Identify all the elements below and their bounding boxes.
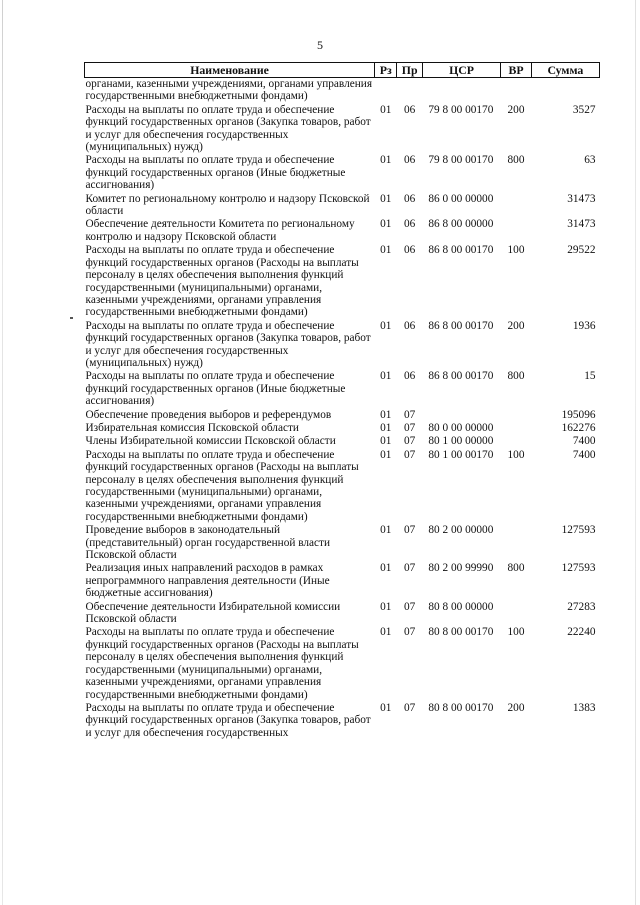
table-body: [85, 78, 600, 741]
cell-name: Члены Избирательной комиссии Псковской области: [85, 435, 336, 448]
cell-sum: 15: [584, 370, 596, 383]
cell-csr: 80 0 00 00000: [428, 421, 494, 434]
table-row: [85, 370, 600, 408]
cell-pr: [397, 78, 422, 104]
cell-pr: 07: [404, 435, 416, 448]
cell-sum: 1383: [572, 701, 596, 714]
cell-vr: [501, 435, 532, 448]
table-row: [85, 193, 600, 219]
cell-sum: 22240: [567, 626, 596, 639]
cell-csr: 86 8 00 00170: [428, 319, 494, 332]
cell-sum: 162276: [561, 421, 596, 434]
cell-vr: [501, 409, 532, 422]
cell-name: Расходы на выплаты по оплате труда и обеспечение функций государственных органов (Закупка товаров, работ и услуг для обеспечения государственных (муниципальных) нужд): [85, 103, 371, 154]
cell-sum: 127593: [561, 562, 596, 575]
cell-sum: 7400: [572, 448, 596, 461]
table-row: [85, 409, 600, 422]
table-row: [85, 78, 600, 104]
cell-sum: 195096: [561, 408, 596, 421]
cell-vr: [501, 218, 532, 244]
cell-csr: 80 8 00 00170: [428, 701, 494, 714]
cell-name: Избирательная комиссия Псковской области: [85, 421, 299, 434]
cell-sum: 127593: [561, 524, 596, 537]
cell-rz: 01: [380, 408, 392, 421]
cell-name: Проведение выборов в законодательный (представительный) орган государственной власти Псковской области: [85, 524, 331, 562]
cell-vr: [501, 422, 532, 435]
cell-sum: 31473: [567, 218, 596, 231]
budget-table: [84, 62, 600, 740]
cell-csr: 79 8 00 00170: [428, 154, 494, 167]
cell-vr: 100: [507, 626, 525, 639]
table-row: [85, 218, 600, 244]
table-header: [85, 63, 600, 78]
scan-edge-right: [635, 0, 636, 905]
table-row: [85, 435, 600, 448]
cell-sum: 29522: [567, 244, 596, 257]
cell-csr: 80 1 00 00170: [428, 448, 494, 461]
scan-edge-left: [2, 0, 3, 905]
cell-vr: 800: [507, 370, 525, 383]
cell-pr: 07: [404, 562, 416, 575]
stray-mark: [70, 317, 73, 319]
cell-rz: 01: [380, 448, 392, 461]
cell-pr: 06: [404, 103, 416, 116]
cell-name: Расходы на выплаты по оплате труда и обеспечение функций государственных органов (Иные бюджетные ассигнования): [85, 370, 346, 408]
cell-csr: 86 8 00 00170: [428, 244, 494, 257]
cell-csr: 80 8 00 00000: [428, 600, 494, 613]
cell-pr: 06: [404, 370, 416, 383]
cell-rz: 01: [380, 600, 392, 613]
header-vr: ВР: [501, 63, 532, 78]
cell-csr: 86 8 00 00170: [428, 370, 494, 383]
cell-sum: 31473: [567, 192, 596, 205]
cell-vr: [501, 193, 532, 219]
cell-csr: 86 0 00 00000: [428, 192, 494, 205]
cell-pr: 06: [404, 319, 416, 332]
cell-sum: [531, 78, 599, 104]
cell-name: Обеспечение деятельности Избирательной комиссии Псковской области: [85, 600, 341, 626]
header-sum: Сумма: [531, 63, 599, 78]
cell-pr: 06: [404, 154, 416, 167]
cell-pr: 07: [404, 626, 416, 639]
header-pr: Пр: [397, 63, 422, 78]
cell-pr: 07: [404, 448, 416, 461]
cell-csr: 79 8 00 00170: [428, 103, 494, 116]
cell-pr: 07: [404, 701, 416, 714]
cell-pr: 07: [404, 421, 416, 434]
cell-name: Расходы на выплаты по оплате труда и обеспечение функций государственных органов (Расходы на выплаты персоналу в целях обеспечения выполнения функций государственными (муниципальными) органами, казенными учреждениями, органами управления государственными внебюджетными фондами): [85, 448, 359, 523]
cell-rz: 01: [380, 524, 392, 537]
cell-name: Реализация иных направлений расходов в рамках непрограммного направления деятельности (Иные бюджетные ассигнования): [85, 562, 330, 600]
cell-rz: 01: [380, 218, 392, 231]
table-row: [85, 702, 600, 740]
cell-pr: 06: [404, 192, 416, 205]
cell-sum: 27283: [567, 600, 596, 613]
cell-vr: [501, 601, 532, 627]
table-row: [85, 244, 600, 319]
cell-sum: 1936: [572, 319, 596, 332]
cell-vr: 800: [507, 154, 525, 167]
cell-vr: 200: [507, 319, 525, 332]
header-row: [85, 63, 600, 78]
cell-pr: 07: [404, 408, 416, 421]
cell-rz: 01: [380, 319, 392, 332]
cell-sum: 7400: [572, 435, 596, 448]
cell-sum: 3527: [572, 103, 596, 116]
cell-rz: 01: [380, 192, 392, 205]
table-row: [85, 601, 600, 627]
cell-rz: 01: [380, 244, 392, 257]
cell-name: Обеспечение проведения выборов и референдумов: [85, 408, 332, 421]
cell-name: Обеспечение деятельности Комитета по региональному контролю и надзору Псковской области: [85, 218, 355, 243]
table-row: [85, 626, 600, 701]
cell-vr: [501, 524, 532, 562]
table-row: [85, 422, 600, 435]
cell-sum: 63: [584, 154, 596, 167]
cell-vr: 200: [507, 701, 525, 714]
cell-pr: 06: [404, 244, 416, 257]
cell-name: Комитет по региональному контролю и надзору Псковской области: [85, 192, 370, 218]
cell-name: органами, казенными учреждениями, органами управления государственными внебюджетными фондами): [85, 78, 373, 103]
table-row: [85, 104, 600, 155]
cell-rz: 01: [380, 103, 392, 116]
cell-name: Расходы на выплаты по оплате труда и обеспечение функций государственных органов (Закупка товаров, работ и услуг для обеспечения государственных: [85, 701, 371, 739]
cell-rz: 01: [380, 701, 392, 714]
cell-rz: 01: [380, 421, 392, 434]
cell-csr: 80 2 00 99990: [428, 562, 494, 575]
cell-vr: 800: [507, 562, 525, 575]
header-rz: Рз: [375, 63, 397, 78]
cell-rz: 01: [380, 562, 392, 575]
cell-csr: 86 8 00 00000: [428, 218, 494, 231]
cell-vr: 100: [507, 244, 525, 257]
cell-pr: 06: [404, 218, 416, 231]
cell-name: Расходы на выплаты по оплате труда и обеспечение функций государственных органов (Расходы на выплаты персоналу в целях обеспечения выполнения функций государственными (муниципальными) органами, казенными учреждениями, органами управления государственными внебюджетными фондами): [85, 244, 359, 319]
table-row: [85, 562, 600, 600]
cell-pr: 07: [404, 600, 416, 613]
cell-rz: 01: [380, 370, 392, 383]
cell-rz: [375, 78, 397, 104]
cell-csr: [422, 78, 500, 104]
cell-rz: 01: [380, 154, 392, 167]
cell-csr: 80 1 00 00000: [428, 435, 494, 448]
cell-vr: 200: [507, 103, 525, 116]
cell-pr: 07: [404, 524, 416, 537]
cell-name: Расходы на выплаты по оплате труда и обеспечение функций государственных органов (Иные бюджетные ассигнования): [85, 154, 346, 192]
cell-csr: [422, 409, 500, 422]
table-row: [85, 154, 600, 192]
cell-vr: 100: [507, 448, 525, 461]
table-row: [85, 320, 600, 371]
cell-name: Расходы на выплаты по оплате труда и обеспечение функций государственных органов (Расходы на выплаты персоналу в целях обеспечения выполнения функций государственными (муниципальными) органами, казенными учреждениями, органами управления государственными внебюджетными фондами): [85, 626, 359, 701]
cell-csr: 80 8 00 00170: [428, 626, 494, 639]
header-csr: ЦСР: [422, 63, 500, 78]
cell-vr: [501, 78, 532, 104]
header-name: Наименование: [85, 63, 375, 78]
page-number: 5: [317, 38, 323, 52]
table-row: [85, 449, 600, 524]
table-row: [85, 524, 600, 562]
cell-rz: 01: [380, 626, 392, 639]
cell-name: Расходы на выплаты по оплате труда и обеспечение функций государственных органов (Закупка товаров, работ и услуг для обеспечения государственных (муниципальных) нужд): [85, 319, 371, 369]
cell-rz: 01: [380, 435, 392, 448]
cell-csr: 80 2 00 00000: [428, 524, 494, 537]
